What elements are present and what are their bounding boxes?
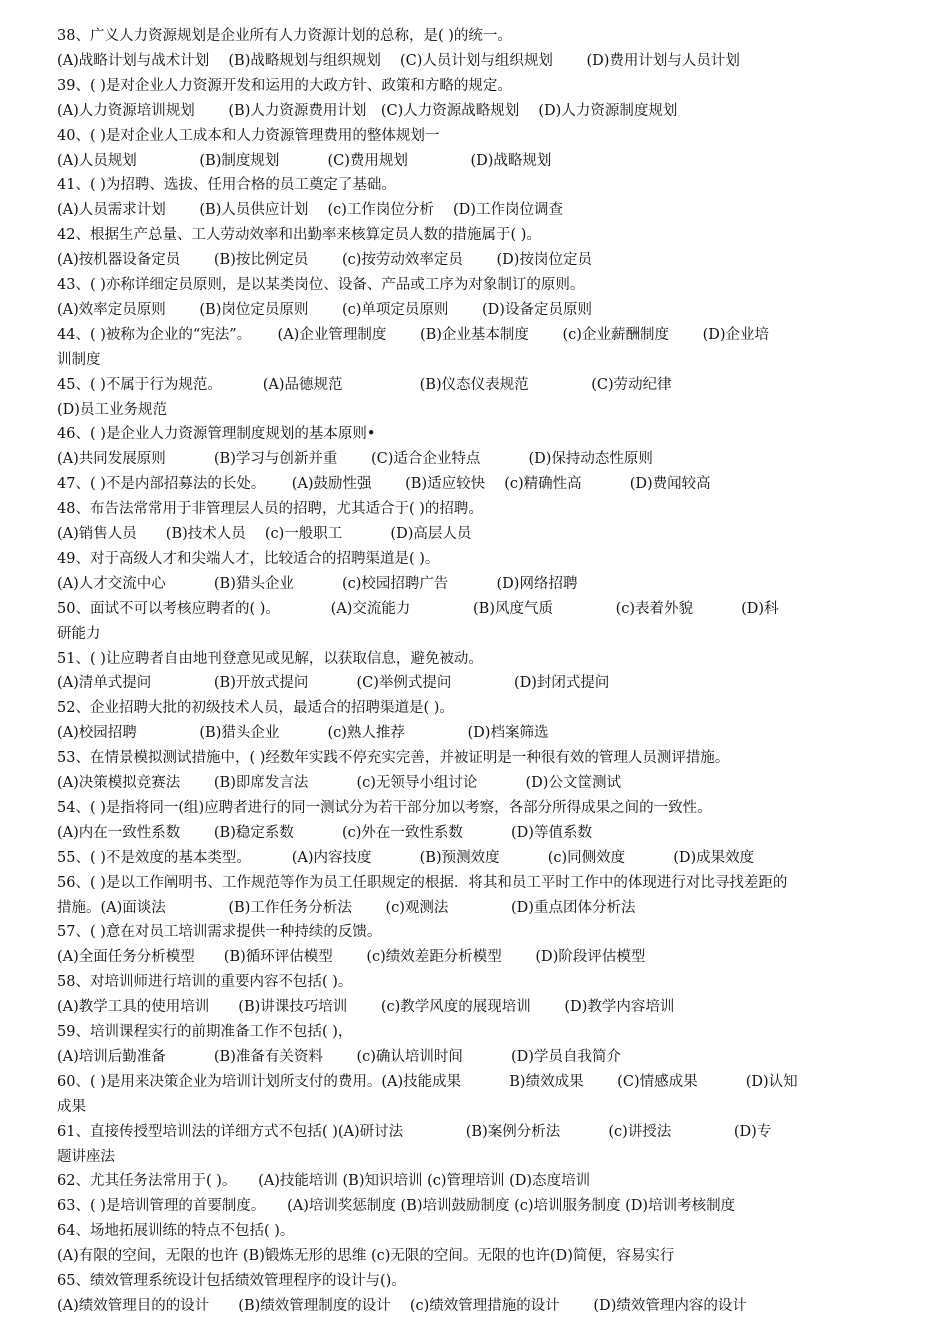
text-line: (A)共同发展原则 (B)学习与创新并重 (C)适合企业特点 (D)保持动态性原则 — [57, 451, 653, 468]
text-line: (A)效率定员原则 (B)岗位定员原则 (c)单项定员原则 (D)设备定员原则 — [57, 301, 592, 318]
text-line: 44、( )被称为企业的“宪法”。 (A)企业管理制度 (B)企业基本制度 (c)企业薪酬制度 (D)企业培 — [57, 326, 770, 343]
text-line: 40、( )是对企业人工成本和人力资源管理费用的整体规划一 — [57, 127, 440, 144]
text-line: 题讲座法 — [57, 1148, 115, 1165]
text-line: 成果 — [57, 1098, 86, 1115]
text-line: 50、面试不可以考核应聘者的( )。 (A)交流能力 (B)风度气质 (c)表着外貌 (D)科 — [57, 600, 779, 617]
text-line: 60、( )是用来决策企业为培训计划所支付的费用。(A)技能成果 B)绩效成果 (C)情感成果 (D)认知 — [57, 1073, 798, 1090]
text-line: 41、( )为招聘、选拔、任用合格的员工奠定了基础。 — [57, 177, 396, 194]
text-line: (A)内在一致性系数 (B)稳定系数 (c)外在一致性系数 (D)等值系数 — [57, 824, 592, 841]
text-line: (A)培训后勤准备 (B)准备有关资料 (c)确认培训时间 (D)学员自我简介 — [57, 1048, 621, 1065]
text-line: (A)销售人员 (B)技术人员 (c)一般职工 (D)高层人员 — [57, 526, 472, 542]
text-line: 56、( )是以工作阐明书、工作规范等作为员工任职规定的根据．将其和员工平时工作中的体现进行对比寻找差距的 — [57, 874, 788, 891]
text-line: 39、( )是对企业人力资源开发和运用的大政方针、政策和方略的规定。 — [57, 77, 512, 94]
text-line: 65、绩效管理系统设计包括绩效管理程序的设计与()。 — [57, 1273, 406, 1289]
text-line: 62、尤其任务法常用于( )。 (A)技能培训 (B)知识培训 (c)管理培训 (D)态度培训 — [57, 1173, 591, 1190]
text-line: (A)绩效管理目的的设计 (B)绩效管理制度的设计 (c)绩效管理措施的设计 (D)绩效管理内容的设计 — [57, 1297, 747, 1314]
text-line: 59、培训课程实行的前期准备工作不包括( )， — [57, 1024, 353, 1040]
text-line: 53、在情景模拟测试措施中，( )经数年实践不停充实完善，并被证明是一种很有效的管理人员测评措施。 — [57, 750, 730, 767]
text-line: 措施。(A)面谈法 (B)工作任务分析法 (c)观测法 (D)重点团体分析法 — [57, 899, 636, 916]
text-line: (A)清单式提问 (B)开放式提问 (C)举例式提问 (D)封闭式提问 — [57, 675, 610, 692]
text-line: 58、对培训师进行培训的重要内容不包括( )。 — [57, 974, 353, 991]
text-line: 49、对于高级人才和尖端人才，比较适合的招聘渠道是( )。 — [57, 550, 440, 567]
text-line: (A)人员需求计划 (B)人员供应计划 (c)工作岗位分析 (D)工作岗位调查 — [57, 202, 563, 219]
text-line: 63、( )是培训管理的首要制度。 (A)培训奖惩制度 (B)培训鼓励制度 (c)培训服务制度 (D)培训考核制度 — [57, 1198, 736, 1215]
text-line: 训制度 — [57, 351, 101, 368]
text-line: 38、广义人力资源规划是企业所有人力资源计划的总称，是( )的统一。 — [57, 28, 512, 44]
text-line: (A)有限的空间，无限的也许 (B)锻炼无形的思维 (c)无限的空间。无限的也许(D)简便，容易实行 — [57, 1248, 675, 1265]
text-line: 61、直接传授型培训法的详细方式不包括( )(A)研讨法 (B)案例分析法 (c)讲授法 (D)专 — [57, 1123, 772, 1140]
text-line: 43、( )亦称详细定员原则，是以某类岗位、设备、产品或工序为对象制订的原则。 — [57, 277, 585, 293]
text-line: 51、( )让应聘者自由地刊登意见或见解，以获取信息，避免被动。 — [57, 650, 483, 667]
text-line: 研能力 — [57, 625, 101, 642]
text-line: 54、( )是指将同一(组)应聘者进行的同一测试分为若干部分加以考察，各部分所得成果之间的一致性。 — [57, 799, 712, 816]
text-line: (A)校园招聘 (B)猎头企业 (c)熟人推荐 (D)档案筛选 — [57, 725, 549, 742]
text-line: 64、场地拓展训练的特点不包括( )。 — [57, 1223, 295, 1240]
text-line: (A)人员规划 (B)制度规划 (C)费用规划 (D)战略规划 — [57, 152, 552, 169]
text-line: (A)全面任务分析模型 (B)循环评估模型 (c)绩效差距分析模型 (D)阶段评估模型 — [57, 949, 646, 966]
text-line: (A)教学工具的使用培训 (B)讲课技巧培训 (c)教学风度的展现培训 (D)教学内容培训 — [57, 999, 675, 1016]
text-line: (A)决策模拟竞赛法 (B)即席发言法 (c)无领导小组讨论 (D)公文筐测试 — [57, 775, 621, 791]
text-line: (A)人才交流中心 (B)猎头企业 (c)校园招聘广告 (D)网络招聘 — [57, 575, 578, 592]
text-line: (D)员工业务规范 — [57, 401, 167, 418]
text-line: 46、( )是企业人力资源管理制度规划的基本原则• — [57, 426, 376, 443]
text-line: 45、( )不属于行为规范。 (A)品德规范 (B)仪态仪表规范 (C)劳动纪律 — [57, 376, 672, 393]
text-line: (A)人力资源培训规划 (B)人力资源费用计划 (C)人力资源战略规划 (D)人力资源制度规划 — [57, 102, 678, 119]
text-line: 47、( )不是内部招募法的长处。 (A)鼓励性强 (B)适应较快 (c)精确性高 (D)费闻较高 — [57, 476, 711, 493]
text-line: 42、根据生产总量、工人劳动效率和出勤率来核算定员人数的措施属于( )。 — [57, 227, 541, 244]
text-line: (A)按机器设备定员 (B)按比例定员 (c)按劳动效率定员 (D)按岗位定员 — [57, 252, 592, 269]
text-line: (A)战略计划与战术计划 (B)战略规划与组织规划 (C)人员计划与组织规划 (D)费用计划与人员计划 — [57, 52, 740, 69]
text-line: 55、( )不是效度的基本类型。 (A)内容技度 (B)预测效度 (c)同侧效度 (D)成果效度 — [57, 849, 755, 866]
text-line: 52、企业招聘大批的初级技术人员，最适合的招聘渠道是( )。 — [57, 700, 454, 717]
text-line: 48、布告法常常用于非管理层人员的招聘，尤其适合于( )的招聘。 — [57, 501, 483, 518]
text-line: 57、( )意在对员工培训需求提供一种持续的反馈。 — [57, 924, 382, 941]
